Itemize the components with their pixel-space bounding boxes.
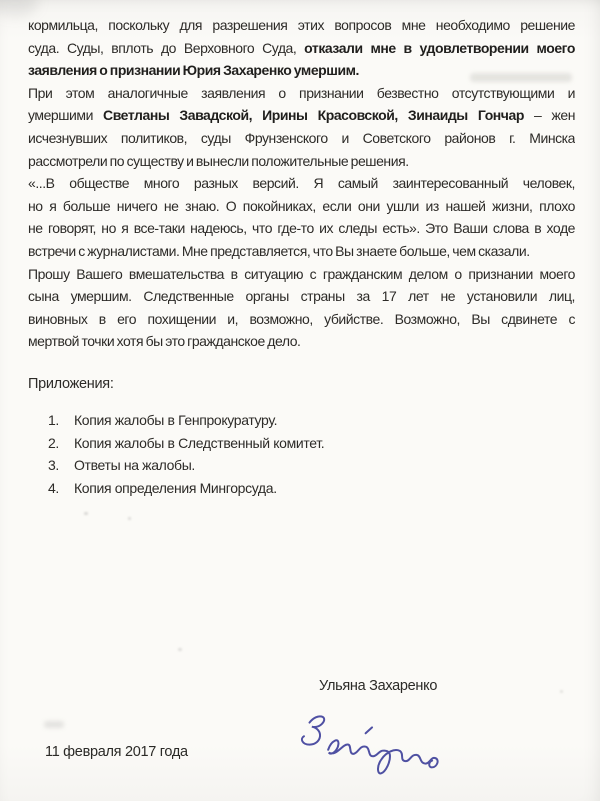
list-item-text: Копия жалобы в Генпрокуратуру. bbox=[74, 412, 278, 428]
text-line bbox=[28, 127, 575, 150]
list-item-text: Копия определения Мингорсуда. bbox=[74, 479, 277, 496]
text-line bbox=[28, 82, 575, 105]
text-line bbox=[28, 263, 575, 286]
bold-text-run: Светланы Завадской, Ирины Красовской, Зинаиды Гончар bbox=[103, 107, 524, 124]
scan-speck bbox=[128, 517, 131, 520]
text-line bbox=[28, 240, 575, 263]
text-line bbox=[28, 308, 575, 331]
text-run: рассмотрели по существу и вынесли положительные решения. bbox=[28, 152, 409, 169]
list-item-number: 4. bbox=[48, 479, 59, 496]
text-run: – жен bbox=[523, 107, 575, 124]
list-item-text: Копия жалобы в Следственный комитет. bbox=[74, 434, 325, 451]
text-run: суда. Суды, вплоть до Верховного Суда, bbox=[28, 39, 305, 56]
signer-name: Ульяна Захаренко bbox=[319, 678, 438, 694]
attachment-list-item bbox=[48, 409, 448, 432]
text-line bbox=[28, 172, 575, 195]
text-line bbox=[28, 195, 575, 218]
text-run: умершими bbox=[28, 107, 104, 124]
text-run: исчезнувших политиков, суды Фрунзенского и Советского районов г. Минска bbox=[28, 129, 575, 146]
text-line bbox=[28, 285, 575, 308]
scan-speck bbox=[84, 512, 88, 515]
letter-body bbox=[28, 14, 575, 353]
attachment-list-item bbox=[48, 454, 448, 477]
attachments-list bbox=[48, 409, 448, 499]
attachment-list-item bbox=[48, 477, 448, 500]
text-line bbox=[28, 14, 575, 37]
text-line bbox=[28, 217, 575, 240]
letter-date: 11 февраля 2017 года bbox=[45, 744, 188, 760]
list-item-number: 3. bbox=[48, 457, 59, 473]
bold-text-run: заявления о признании Юрия Захаренко умершим. bbox=[28, 62, 359, 79]
text-run: виновных в его похищении и, возможно, убийстве. Возможно, Вы сдвинете с bbox=[28, 310, 575, 327]
list-item-number: 2. bbox=[48, 434, 59, 451]
handwritten-signature bbox=[291, 702, 450, 790]
attachment-list-item bbox=[48, 432, 448, 455]
text-run: мертвой точки хотя бы это гражданское дело. bbox=[28, 333, 301, 350]
text-run: Прошу Вашего вмешательства в ситуацию с гражданским делом о признании моего bbox=[28, 265, 575, 282]
list-item-text: Ответы на жалобы. bbox=[74, 457, 195, 473]
text-run: кормильца, поскольку для разрешения этих вопросов мне необходимо решение bbox=[28, 17, 575, 33]
text-line bbox=[28, 37, 575, 60]
text-run: встречи с журналистами. Мне представляется, что Вы знаете больше, чем сказали. bbox=[28, 242, 530, 259]
text-run: но я больше ничего не знаю. О покойниках, если они ушли из нашей жизни, плохо bbox=[28, 197, 575, 214]
list-item-number: 1. bbox=[48, 412, 59, 428]
text-run: не говорят, но я все-таки надеюсь, что где-то их следы есть». Это Ваши слова в ходе bbox=[28, 220, 575, 237]
bold-text-run: отказали мне в удовлетворении моего bbox=[304, 39, 575, 56]
text-line bbox=[28, 150, 575, 173]
text-line bbox=[28, 59, 575, 82]
scan-smudge bbox=[44, 721, 64, 728]
attachments-heading: Приложения: bbox=[28, 376, 114, 392]
scan-speck bbox=[178, 648, 182, 651]
text-run: При этом аналогичные заявления о признании безвестно отсутствующими и bbox=[28, 84, 575, 101]
scan-speck bbox=[560, 690, 563, 693]
text-line bbox=[28, 330, 575, 353]
text-run: «...В обществе много разных версий. Я самый заинтересованный человек, bbox=[28, 175, 575, 192]
text-line bbox=[28, 104, 575, 127]
text-run: сына умершим. Следственные органы страны за 17 лет не установили лиц, bbox=[28, 288, 575, 305]
